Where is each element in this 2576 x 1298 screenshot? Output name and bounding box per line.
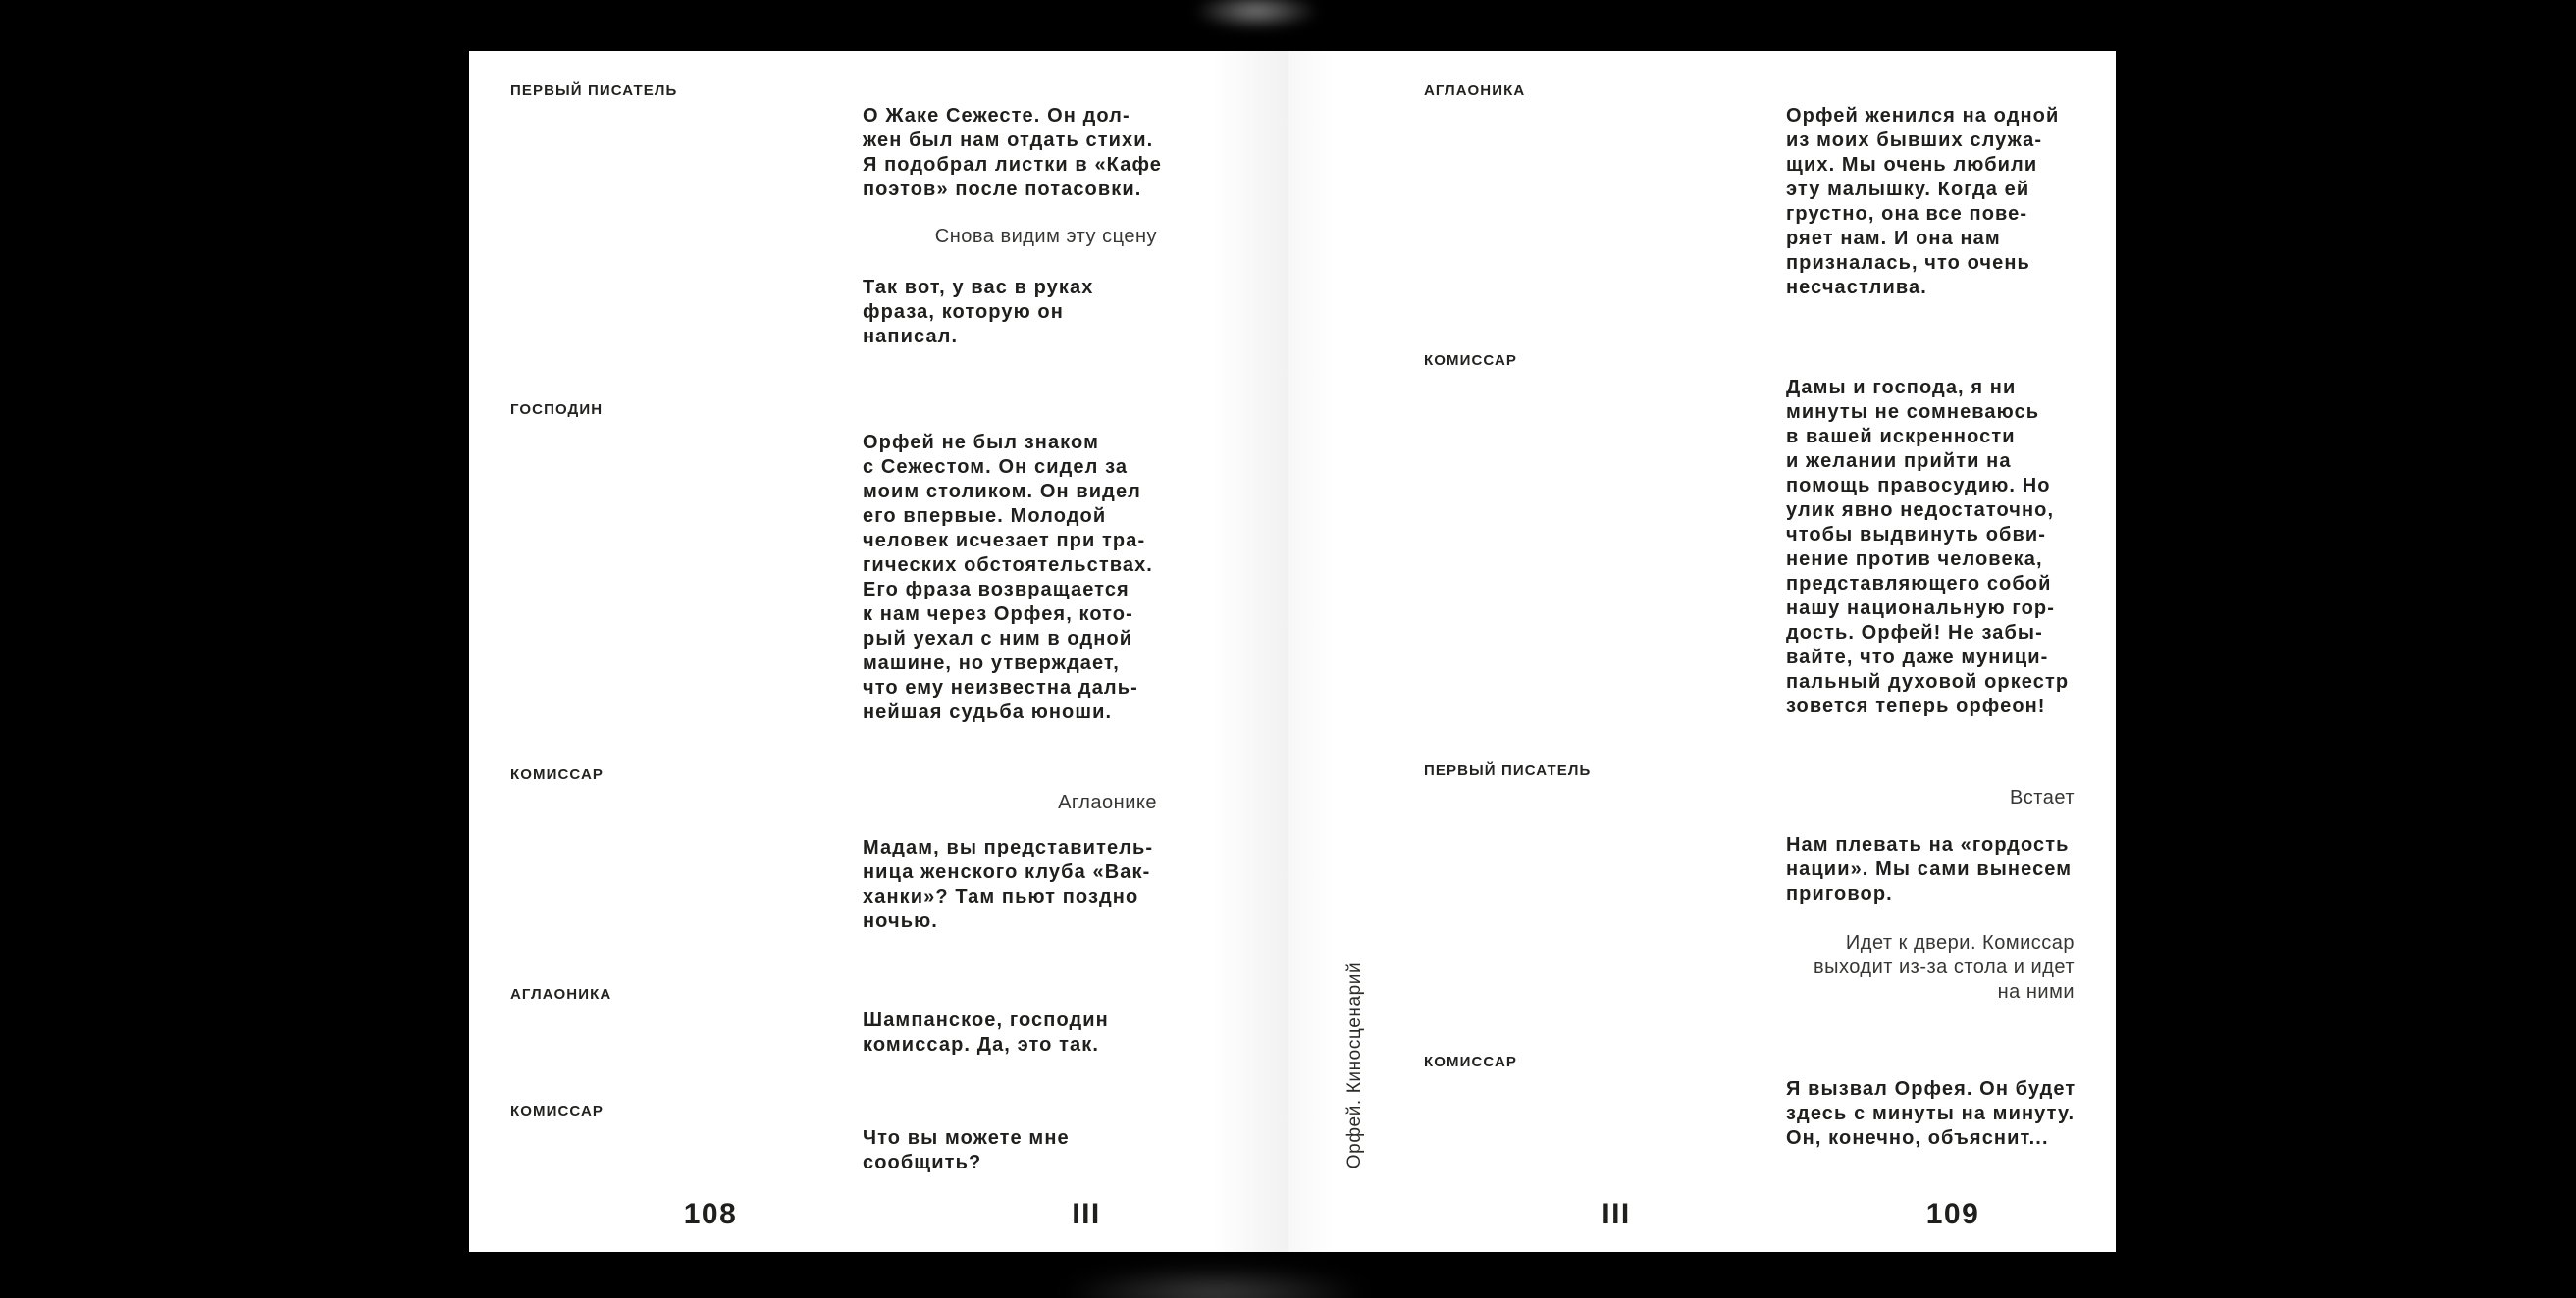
text-line: здесь с минуты на минуту.: [1786, 1103, 2076, 1124]
left-page: [469, 51, 1288, 1252]
speaker-label: ПЕРВЫЙ ПИСАТЕЛЬ: [1424, 762, 1592, 779]
speech-block: [863, 104, 1163, 202]
spine-glow-bottom: [1058, 1268, 1372, 1298]
text-line: нейшая судьба юноши.: [863, 701, 1113, 723]
stage-direction: [1786, 931, 2075, 1005]
text-line: щих. Мы очень любили: [1786, 154, 2038, 176]
text-line: Он, конечно, объяснит...: [1786, 1127, 2049, 1149]
text-line: дость. Орфей! Не забы-: [1786, 622, 2043, 644]
text-line: в вашей искренности: [1786, 426, 2016, 447]
text-line: ночью.: [863, 910, 938, 932]
text-line: и желании прийти на: [1786, 450, 2012, 472]
text-line: Дамы и господа, я ни: [1786, 377, 2017, 398]
text-line: из моих бывших служа-: [1786, 130, 2043, 151]
text-line: представляющего собой: [1786, 573, 2052, 595]
speaker-label: КОМИССАР: [1424, 1054, 1518, 1070]
speaker-label: КОМИССАР: [1424, 352, 1518, 369]
speech-block: [863, 836, 1157, 934]
text-line: нации». Мы сами вынесем: [1786, 858, 2073, 880]
text-line: что ему неизвестна даль-: [863, 677, 1138, 699]
speech-block: [863, 431, 1157, 725]
text-line: пальный духовой оркестр: [1786, 671, 2070, 693]
text-line: Я вызвал Орфея. Он будет: [1786, 1078, 2077, 1100]
text-line: рый уехал с ним в одной: [863, 628, 1133, 649]
speaker-label: КОМИССАР: [510, 766, 605, 783]
speaker-label: ГОСПОДИН: [510, 401, 604, 418]
section-numeral: III: [1072, 1198, 1101, 1230]
text-line: на ними: [1997, 981, 2075, 1003]
speaker-label: ПЕРВЫЙ ПИСАТЕЛЬ: [510, 82, 678, 99]
speech-block: [1786, 104, 2075, 300]
text-line: жен был нам отдать стихи.: [863, 130, 1154, 151]
speech-block: [863, 276, 1157, 349]
stage-direction: [1786, 786, 2075, 810]
text-line: Встает: [2009, 787, 2075, 808]
text-line: моим столиком. Он видел: [863, 481, 1141, 502]
text-line: Я подобрал листки в «Кафе: [863, 154, 1163, 176]
speech-block: [863, 1009, 1157, 1058]
running-title-vertical: Орфей. Киносценарий: [1344, 961, 1365, 1169]
text-line: О Жаке Сежесте. Он дол-: [863, 105, 1130, 127]
text-line: вайте, что даже муници-: [1786, 647, 2049, 668]
text-line: Его фраза возвращается: [863, 579, 1130, 600]
text-line: приговор.: [1786, 883, 1893, 905]
text-line: ряет нам. И она нам: [1786, 228, 2001, 249]
page-number: 108: [683, 1198, 738, 1230]
text-line: гических обстоятельствах.: [863, 554, 1153, 576]
speaker-label: АГЛАОНИКА: [1424, 82, 1526, 99]
stage-direction: [863, 225, 1157, 249]
spine-glow-top: [1192, 0, 1320, 29]
text-line: чтобы выдвинуть обви-: [1786, 524, 2047, 545]
text-line: нение против человека,: [1786, 548, 2043, 570]
text-line: Идет к двери. Комиссар: [1845, 932, 2075, 954]
text-line: улик явно недостаточно,: [1786, 499, 2055, 521]
text-line: к нам через Орфея, кото-: [863, 603, 1133, 625]
speech-block: [1786, 833, 2075, 907]
text-line: Шампанское, господин: [863, 1010, 1109, 1031]
page-number: 109: [1925, 1198, 1980, 1230]
text-line: человек исчезает при тра-: [863, 530, 1146, 551]
section-numeral: III: [1602, 1198, 1631, 1230]
text-line: выходит из-за стола и идет: [1813, 957, 2075, 978]
speech-block: [1786, 1077, 2075, 1151]
text-line: призналась, что очень: [1786, 252, 2030, 274]
text-line: написал.: [863, 326, 959, 347]
text-line: ница женского клуба «Вак-: [863, 861, 1151, 883]
text-line: фраза, которую он: [863, 301, 1064, 323]
speech-block: [863, 1126, 1157, 1175]
text-line: Нам плевать на «гордость: [1786, 834, 2070, 856]
text-line: зовется теперь орфеон!: [1786, 696, 2046, 717]
text-line: Орфей женился на одной: [1786, 105, 2060, 127]
text-line: Орфей не был знаком: [863, 432, 1099, 453]
text-line: поэтов» после потасовки.: [863, 179, 1142, 200]
text-line: Мадам, вы представитель-: [863, 837, 1154, 858]
text-line: Что вы можете мне: [863, 1127, 1070, 1149]
text-line: помощь правосудию. Но: [1786, 475, 2051, 496]
text-line: минуты не сомневаюсь: [1786, 401, 2040, 423]
text-line: несчастлива.: [1786, 277, 1927, 298]
speaker-label: КОМИССАР: [510, 1103, 605, 1119]
text-line: грустно, она все пове-: [1786, 203, 2028, 225]
text-line: машине, но утверждает,: [863, 652, 1120, 674]
text-line: эту малышку. Когда ей: [1786, 179, 2030, 200]
text-line: Снова видим эту сцену: [934, 226, 1157, 247]
right-page: [1288, 51, 2116, 1252]
speaker-label: АГЛАОНИКА: [510, 986, 612, 1003]
speech-block: [1786, 376, 2075, 719]
text-line: его впервые. Молодой: [863, 505, 1107, 527]
text-line: Так вот, у вас в руках: [863, 277, 1094, 298]
text-line: ханки»? Там пьют поздно: [863, 886, 1139, 908]
text-line: Аглаонике: [1058, 792, 1157, 813]
text-line: комиссар. Да, это так.: [863, 1034, 1099, 1056]
stage-direction: [863, 791, 1157, 815]
text-line: сообщить?: [863, 1152, 982, 1173]
text-line: с Сежестом. Он сидел за: [863, 456, 1129, 478]
text-line: нашу национальную гор-: [1786, 597, 2055, 619]
